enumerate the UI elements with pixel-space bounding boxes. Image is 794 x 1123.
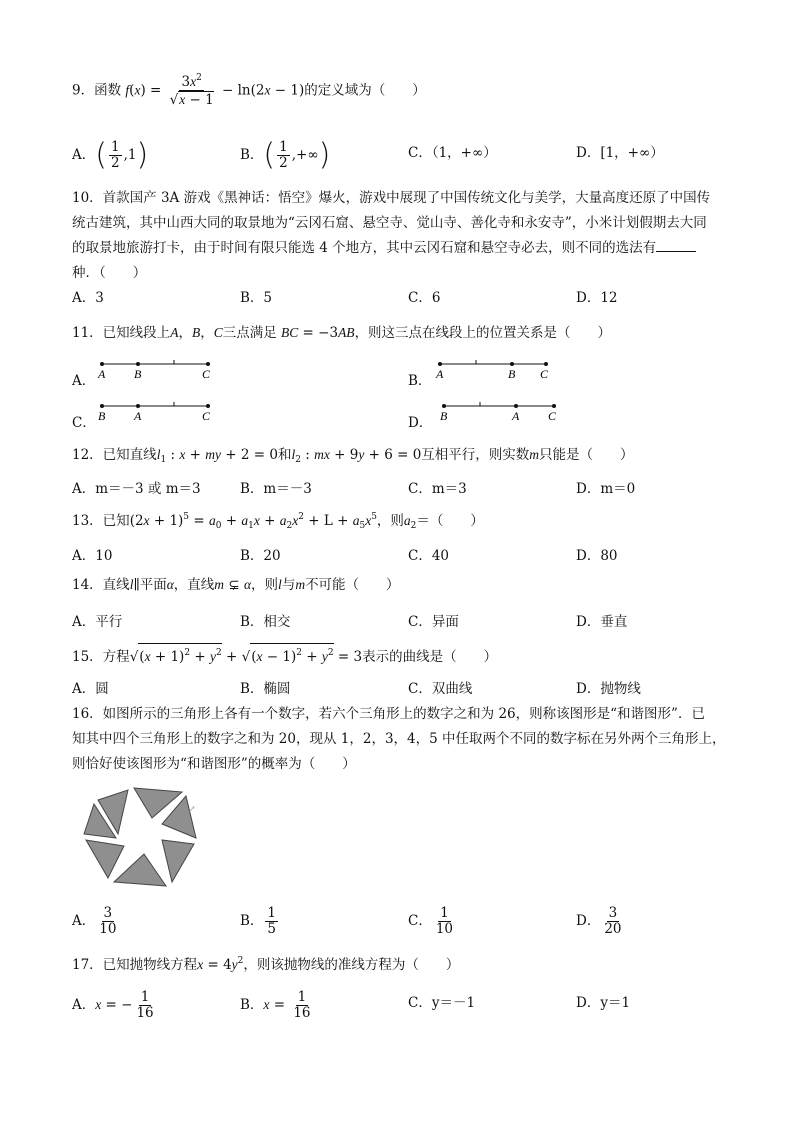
q17-option-d[interactable]: D．y＝1 — [576, 995, 631, 1011]
q11-option-d[interactable]: D． — [408, 415, 433, 431]
q17-option-b[interactable]: B．x = $\frac{1}{16}$ — [240, 989, 311, 1021]
q16-option-d[interactable]: D． $\frac{3}{20}$ — [576, 905, 622, 937]
question-17: 17．已知抛物线方程$x = 4y^2$，则该抛物线的准线方程为（ ） — [72, 956, 460, 973]
svg-text:A: A — [98, 367, 106, 381]
q15-option-d[interactable]: D．抛物线 — [576, 681, 641, 697]
q11-option-b[interactable]: B． — [408, 373, 432, 389]
q10-options — [72, 285, 732, 313]
question-10: 10．首款国产 3A 游戏《黑神话：悟空》爆火，游戏中展现了中国传统文化与美学，大量高度还原了中国传 统古建筑，其中山西大同的取景地为“云冈石窟、悬空寺、觉山寺、善化寺和永安寺”，小米计划假期去大同 的取景地旅游打卡，由于时间有限只能选 4 个地方，其中云冈石窟和悬空寺必去，则不同的选法有 种．（ ） — [72, 190, 711, 281]
q13-option-c[interactable]: C．40 — [408, 548, 450, 564]
q12-options — [72, 476, 732, 504]
svg-text:C: C — [202, 409, 211, 423]
q15-options — [72, 676, 732, 704]
svg-text:C: C — [202, 367, 211, 381]
q16-options — [72, 906, 732, 942]
svg-text:C: C — [548, 409, 557, 423]
q16-option-a[interactable]: A． $\frac{3}{10}$ — [72, 905, 117, 937]
svg-text:A: A — [512, 409, 520, 423]
question-13: 13．已知$(2x + 1)^5 = a_0 + a_1x + a_2x^2 + L + a_5x^5$，则$a_2=$（ ） — [72, 512, 484, 531]
q16-option-b[interactable]: B． $\frac{1}{5}$ — [240, 905, 277, 937]
q12-option-d[interactable]: D．m＝0 — [576, 481, 636, 497]
svg-text:B: B — [98, 409, 106, 423]
q14-options — [72, 609, 732, 637]
q9-option-d[interactable]: D．[1，+∞） — [576, 145, 664, 161]
question-12: 12．已知直线$l_1$ : x + my + 2 = 0和$l_2$ : mx + 9y + 6 = 0互相平行，则实数m只能是（ ） — [72, 447, 634, 465]
q10-option-b[interactable]: B．5 — [240, 290, 273, 306]
q11-segment-b — [434, 356, 554, 382]
q11-option-a[interactable]: A． — [72, 373, 96, 389]
question-11: 11．已知线段上A，B，C三点满足 BC = −3AB，则这三点在线段上的位置关系是（ ） — [72, 325, 612, 341]
q16-option-c[interactable]: C． $\frac{1}{10}$ — [408, 905, 454, 937]
svg-text:C: C — [540, 367, 549, 381]
q13-option-b[interactable]: B．20 — [240, 548, 281, 564]
q17-option-a[interactable]: A．x = − $\frac{1}{16}$ — [72, 989, 154, 1021]
q11-segment-a — [96, 356, 216, 382]
q14-option-c[interactable]: C．异面 — [408, 614, 459, 630]
svg-text:A: A — [436, 367, 444, 381]
q14-option-a[interactable]: A．平行 — [72, 614, 123, 630]
q15-option-c[interactable]: C．双曲线 — [408, 681, 473, 697]
q11-segment-c — [96, 398, 216, 424]
q10-option-d[interactable]: D．12 — [576, 290, 618, 306]
q12-option-a[interactable]: A．m＝－3 或 m＝3 — [72, 481, 201, 497]
harmony-triangles-figure — [78, 782, 202, 892]
q12-option-c[interactable]: C．m＝3 — [408, 481, 467, 497]
q11-option-c[interactable]: C． — [72, 415, 96, 431]
q9-options — [72, 137, 732, 173]
question-14: 14．直线l∥平面α，直线m ⊊ α，则l与m不可能（ ） — [72, 577, 400, 593]
svg-text:↗: ↗ — [188, 804, 196, 814]
q9-option-b[interactable]: B．( $\frac{1}{2}$ ,+∞) — [240, 137, 331, 173]
q17-option-c[interactable]: C．y＝－1 — [408, 995, 476, 1011]
svg-text:A: A — [134, 409, 142, 423]
question-15: 15．方程$√(x + 1)^2 + y^2 + √(x - 1)^2 + y^2 = 3$表示的曲线是（ ） — [72, 643, 732, 670]
q10-option-c[interactable]: C．6 — [408, 290, 441, 306]
q15-option-a[interactable]: A．圆 — [72, 681, 109, 697]
q11-segment-d — [438, 398, 562, 424]
question-16: 16．如图所示的三角形上各有一个数字，若六个三角形上的数字之和为 26，则称该图形是“和谐图形”．已 知其中四个三角形上的数字之和为 20，现从 1，2，3，4，5 中任取两个不同的数字标在另外两个三角形上， 则恰好使该图形为“和谐图形”的概率为（ ） — [72, 706, 726, 772]
q9-option-a[interactable]: A．( $\frac{1}{2}$ ,1) — [72, 137, 149, 173]
svg-text:B: B — [508, 367, 516, 381]
svg-text:B: B — [134, 367, 142, 381]
q9-option-c[interactable]: C．（1，+∞） — [408, 145, 497, 161]
svg-text:B: B — [440, 409, 448, 423]
question-9: 9．函数 f(x) = $\frac{3x^2}{√x - 1}$ − ln(2x − 1)的定义域为（ ） — [72, 73, 426, 108]
q14-option-d[interactable]: D．垂直 — [576, 614, 628, 630]
q9-fraction: $\frac{3x^2}{√x - 1}$ — [169, 73, 214, 108]
q13-option-a[interactable]: A．10 — [72, 548, 113, 564]
q15-option-b[interactable]: B．椭圆 — [240, 681, 291, 697]
answer-blank — [656, 251, 696, 252]
q17-options — [72, 990, 732, 1026]
q10-option-a[interactable]: A．3 — [72, 290, 104, 306]
q13-option-d[interactable]: D．80 — [576, 548, 618, 564]
q12-option-b[interactable]: B．m＝－3 — [240, 481, 312, 497]
q14-option-b[interactable]: B．相交 — [240, 614, 291, 630]
q13-options — [72, 543, 732, 571]
